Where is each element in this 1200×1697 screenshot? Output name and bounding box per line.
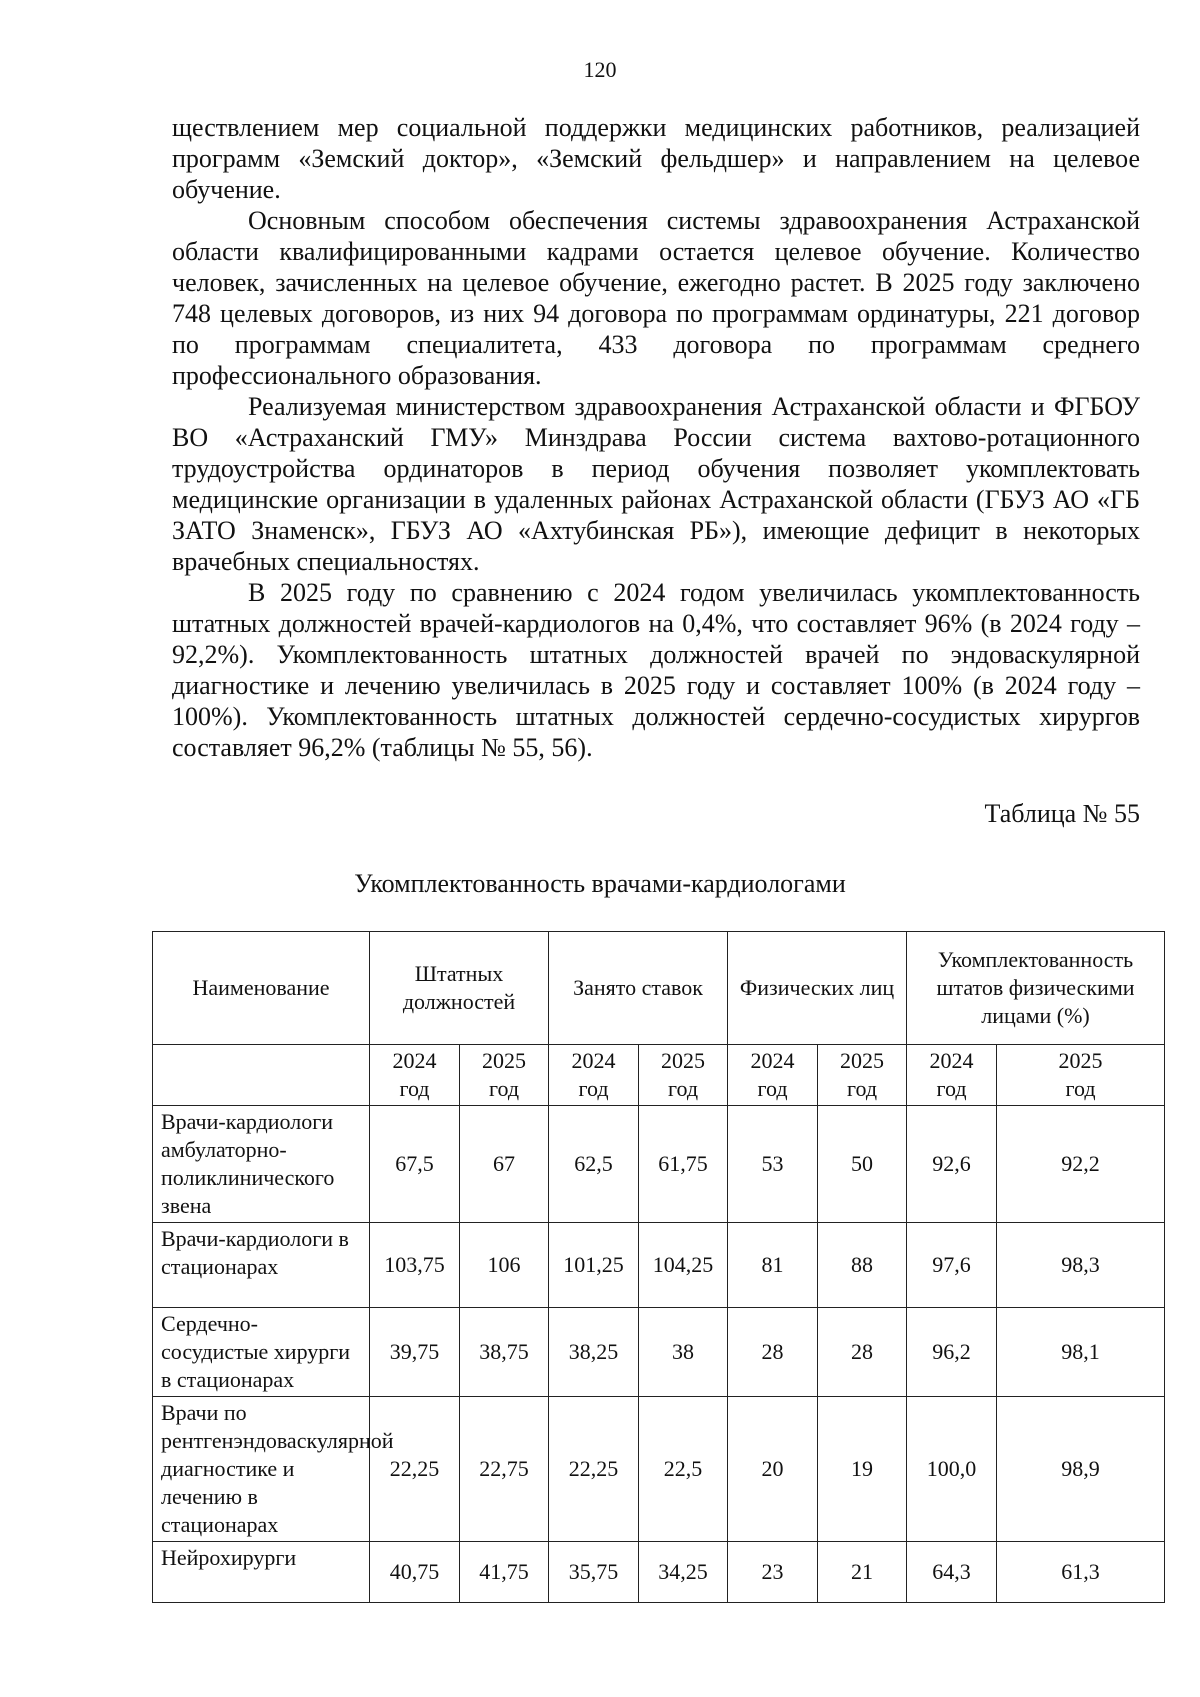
paragraph: Основным способом обеспечения системы здравоохранения Астраханской области квалифицированными кадрами остается целевое обучение. Количество человек, зачисленных на целевое обучение, ежегодно растет. В 2025 году заключено 748 целевых договоров, из них 94 договора по программам ординатуры, 221 договор по программам специалитета, 433 договора по программам среднего профессионального образования. (172, 206, 1140, 390)
table-row (153, 1397, 1165, 1542)
value-cell: 104,25 (639, 1223, 728, 1308)
year-value: 2024 (750, 1048, 795, 1073)
paragraph: В 2025 году по сравнению с 2024 годом увеличилась укомплектованность штатных должностей врачей-кардиологов на 0,4%, что составляет 96% (в 2024 году – 92,2%). Укомплектованность штатных должностей врачей по эндоваскулярной диагностике и лечению увеличилась в 2025 году и составляет 100% (в 2024 году – 100%). Укомплектованность штатных должностей сердечно-сосудистых хирургов составляет 96,2% (таблицы № 55, 56). (172, 578, 1140, 762)
year-value: 2025 (840, 1048, 885, 1073)
value-cell: 92,6 (907, 1106, 997, 1223)
header-persons: Физических лиц (728, 932, 907, 1045)
value-cell: 53 (728, 1106, 818, 1223)
value-cell: 61,3 (997, 1542, 1165, 1603)
value-cell: 98,9 (997, 1397, 1165, 1542)
year-value: 2024 (392, 1048, 437, 1073)
staffing-table (152, 931, 1165, 1603)
value-cell: 101,25 (549, 1223, 639, 1308)
row-name: Врачи-кардиологи амбулаторно-поликлинического звена (153, 1106, 370, 1223)
table-row (153, 1542, 1165, 1603)
value-cell: 81 (728, 1223, 818, 1308)
value-cell: 38,25 (549, 1308, 639, 1397)
value-cell: 40,75 (370, 1542, 460, 1603)
paragraph: Реализуемая министерством здравоохранения Астраханской области и ФГБОУ ВО «Астраханский ГМУ» Минздрава России система вахтово-ротационного трудоустройства ординаторов в период обучения позволяет укомплектовать медицинские организации в удаленных районах Астраханской области (ГБУЗ АО «ГБ ЗАТО Знаменск», ГБУЗ АО «Ахтубинская РБ»), имеющие дефицит в некоторых врачебных специальностях. (172, 392, 1140, 576)
value-cell: 103,75 (370, 1223, 460, 1308)
year-value: 2024 (929, 1048, 974, 1073)
value-cell: 100,0 (907, 1397, 997, 1542)
value-cell: 67 (460, 1106, 549, 1223)
year-cell (370, 1045, 460, 1106)
year-cell (549, 1045, 639, 1106)
value-cell: 98,1 (997, 1308, 1165, 1397)
year-value: 2025 (661, 1048, 706, 1073)
page-number: 120 (583, 57, 617, 82)
value-cell: 23 (728, 1542, 818, 1603)
value-cell: 88 (818, 1223, 907, 1308)
value-cell: 22,75 (460, 1397, 549, 1542)
year-cell (460, 1045, 549, 1106)
value-cell: 98,3 (997, 1223, 1165, 1308)
value-cell: 19 (818, 1397, 907, 1542)
value-cell: 50 (818, 1106, 907, 1223)
header-staff: Штатных должностей (370, 932, 549, 1045)
year-unit: год (488, 1076, 520, 1101)
table-row (153, 1106, 1165, 1223)
year-unit: год (846, 1076, 878, 1101)
value-cell: 38,75 (460, 1308, 549, 1397)
table-row (153, 1308, 1165, 1397)
value-cell: 62,5 (549, 1106, 639, 1223)
year-unit: год (936, 1076, 967, 1101)
header-completeness: Укомплектованность штатов физическими лицами (%) (907, 932, 1165, 1045)
body-text (172, 112, 1140, 763)
table-row (153, 1223, 1165, 1308)
value-cell: 106 (460, 1223, 549, 1308)
year-cell (997, 1045, 1165, 1106)
paragraph: ществлением мер социальной поддержки медицинских работников, реализацией программ «Земский доктор», «Земский фельдшер» и направлением на целевое обучение. (172, 113, 1140, 204)
table-title: Укомплектованность врачами-кардиологами (354, 869, 846, 898)
value-cell: 21 (818, 1542, 907, 1603)
value-cell: 28 (728, 1308, 818, 1397)
row-name: Врачи-кардиологи в стационарах (153, 1223, 370, 1308)
table-number: Таблица № 55 (984, 799, 1140, 828)
row-name: Врачи по рентгенэндоваскулярной диагностике и лечению в стационарах (153, 1397, 370, 1542)
year-cell (818, 1045, 907, 1106)
year-unit: год (399, 1076, 430, 1101)
value-cell: 97,6 (907, 1223, 997, 1308)
header-occupied: Занято ставок (549, 932, 728, 1045)
value-cell: 41,75 (460, 1542, 549, 1603)
value-cell: 67,5 (370, 1106, 460, 1223)
value-cell: 39,75 (370, 1308, 460, 1397)
row-name: Сердечно-сосудистые хирурги в стационарах (153, 1308, 370, 1397)
year-unit: год (578, 1076, 609, 1101)
year-value: 2025 (1058, 1048, 1103, 1073)
value-cell: 38 (639, 1308, 728, 1397)
year-unit: год (757, 1076, 788, 1101)
year-empty-cell (153, 1045, 370, 1106)
value-cell: 64,3 (907, 1542, 997, 1603)
value-cell: 20 (728, 1397, 818, 1542)
value-cell: 28 (818, 1308, 907, 1397)
year-unit: год (667, 1076, 699, 1101)
year-cell (639, 1045, 728, 1106)
value-cell: 92,2 (997, 1106, 1165, 1223)
year-cell (907, 1045, 997, 1106)
value-cell: 35,75 (549, 1542, 639, 1603)
value-cell: 61,75 (639, 1106, 728, 1223)
table-header-row (153, 932, 1165, 1045)
year-unit: год (1065, 1076, 1096, 1101)
value-cell: 22,5 (639, 1397, 728, 1542)
row-name: Нейрохирурги (153, 1542, 370, 1603)
value-cell: 34,25 (639, 1542, 728, 1603)
value-cell: 22,25 (549, 1397, 639, 1542)
year-value: 2025 (482, 1048, 526, 1073)
year-cell (728, 1045, 818, 1106)
value-cell: 96,2 (907, 1308, 997, 1397)
table-year-row (153, 1045, 1165, 1106)
year-value: 2024 (571, 1048, 616, 1073)
header-name: Наименование (153, 932, 370, 1045)
value-cell: 22,25 (370, 1397, 460, 1542)
